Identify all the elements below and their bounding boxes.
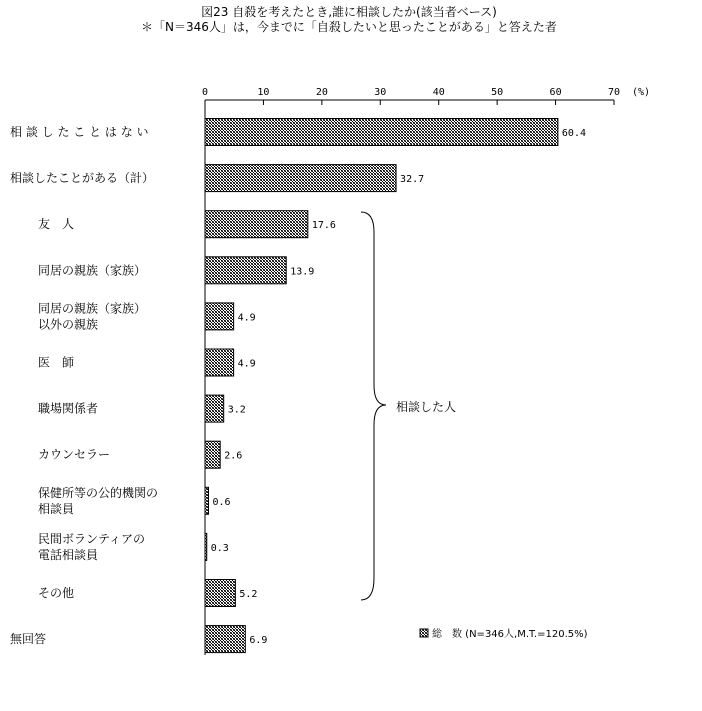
x-tick-label: 40 [432, 87, 445, 98]
x-tick-label: 10 [257, 87, 270, 98]
x-tick-label: 0 [201, 87, 209, 98]
x-tick-label: 60 [549, 87, 562, 98]
bar-value-label: 6.9 [249, 635, 268, 647]
bar [205, 580, 235, 607]
bar [205, 165, 396, 192]
legend-swatch [420, 629, 428, 637]
bar-value-label: 60.4 [561, 128, 587, 139]
category-label: その他 [38, 586, 75, 600]
category-label: カウンセラー [38, 447, 111, 462]
bar [205, 626, 245, 653]
bar-value-label: 0.6 [212, 496, 231, 508]
category-label: 以外の親族 [38, 317, 99, 332]
bar [205, 395, 224, 422]
chart-subtitle: ＊「N＝346人」は，今までに「自殺したいと思ったことがある」と答えた者 [141, 20, 557, 34]
bar-value-label: 17.6 [311, 220, 336, 232]
chart-title: 図23 自殺を考えたとき,誰に相談したか(該当者ベース) [201, 5, 497, 19]
bar-value-label: 4.9 [237, 358, 256, 370]
x-tick-label: 70 [607, 87, 621, 98]
group-label: 相談した人 [396, 400, 457, 414]
category-label: 電話相談員 [38, 547, 99, 562]
category-label: 友 人 [38, 217, 75, 232]
bars [205, 119, 586, 653]
bar-value-label: 32.7 [400, 174, 425, 186]
bar-value-label: 5.2 [239, 589, 258, 600]
bar-value-label: 3.2 [227, 404, 246, 416]
category-label: 相談したことがある（計） [10, 171, 155, 186]
category-label: 同居の親族（家族） [38, 263, 147, 278]
bar-value-label: 4.9 [237, 312, 256, 324]
x-tick-label: 20 [315, 87, 328, 98]
bar-value-label: 2.6 [224, 450, 243, 462]
category-label: 保健所等の公的機関の [38, 485, 159, 500]
bar [205, 487, 209, 514]
x-unit-label: (%) [631, 87, 651, 98]
category-label: 民間ボランティアの [38, 531, 146, 546]
category-label: 医 師 [38, 355, 75, 370]
category-labels [10, 124, 158, 646]
legend-label: 総 数 (N=346人,M.T.=120.5%) [432, 629, 588, 640]
x-tick-label: 30 [374, 87, 387, 98]
bar [205, 533, 207, 560]
category-label: 職場関係者 [38, 401, 99, 416]
category-label: 相談員 [38, 501, 75, 516]
category-label: 無回答 [10, 632, 47, 647]
category-label: 同居の親族（家族） [38, 301, 147, 316]
bar [205, 349, 234, 376]
bar [205, 211, 308, 238]
bar [205, 119, 558, 146]
bar-value-label: 13.9 [290, 266, 315, 278]
category-label: 相 談 し た こ と は な い [10, 125, 149, 139]
group-brace [361, 212, 386, 600]
x-tick-label: 50 [491, 87, 504, 98]
bar [205, 303, 234, 330]
bar [205, 441, 220, 468]
bar [205, 257, 286, 284]
bar-value-label: 0.3 [210, 542, 229, 554]
